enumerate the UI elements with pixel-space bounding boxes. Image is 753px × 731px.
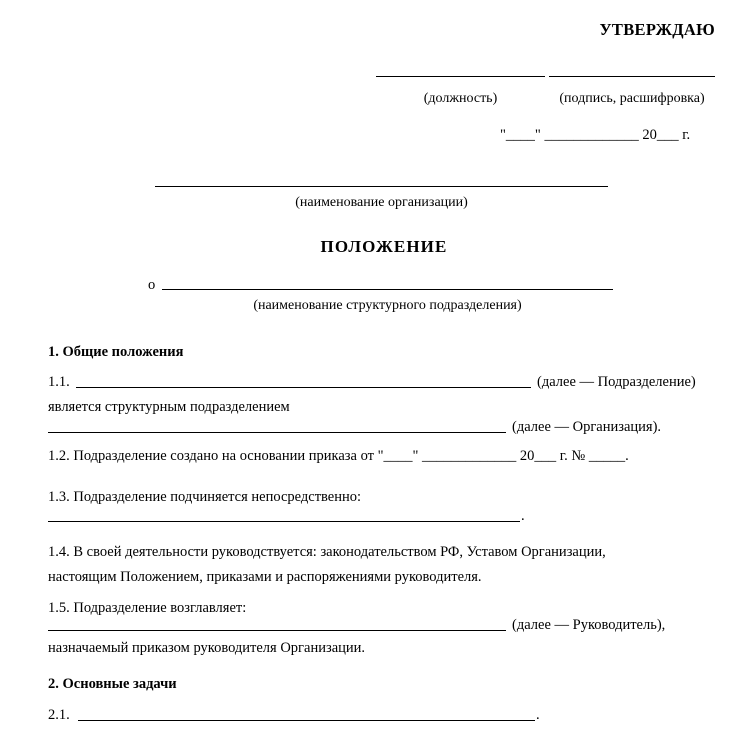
section-heading-1: 1. Общие положения bbox=[48, 344, 184, 360]
clause-2-1-period: . bbox=[536, 707, 540, 723]
signature-name-rule bbox=[549, 76, 715, 77]
clause-1-5-line1: 1.5. Подразделение возглавляет: bbox=[48, 600, 247, 616]
organization-caption: (наименование организации) bbox=[295, 195, 468, 210]
clause-1-4-line1: 1.4. В своей деятельности руководствуется: законодательством РФ, Уставом Организации, bbox=[48, 544, 606, 560]
position-signature-rule bbox=[376, 76, 545, 77]
organization-name-rule bbox=[155, 186, 608, 187]
clause-2-1-blank-rule bbox=[78, 720, 535, 721]
clause-1-2: 1.2. Подразделение создано на основании приказа от "____" _____________ 20___ г. № _____. bbox=[48, 448, 629, 464]
approval-date-line: "____" _____________ 20___ г. bbox=[500, 127, 691, 143]
position-caption: (должность) bbox=[423, 91, 498, 106]
clause-1-1-org-blank-rule bbox=[48, 432, 506, 433]
clause-1-1-line2: является структурным подразделением bbox=[48, 399, 290, 415]
subdivision-name-rule bbox=[162, 289, 613, 290]
page-title: ПОЛОЖЕНИЕ bbox=[320, 237, 448, 256]
clause-1-3-blank-rule bbox=[48, 521, 520, 522]
clause-1-4-line2: настоящим Положением, приказами и распоряжениями руководителя. bbox=[48, 569, 482, 585]
clause-1-3: 1.3. Подразделение подчиняется непосредственно: bbox=[48, 489, 362, 505]
clause-2-1-number: 2.1. bbox=[48, 707, 70, 723]
clause-1-1-number: 1.1. bbox=[48, 374, 70, 390]
subdivision-caption: (наименование структурного подразделения) bbox=[253, 298, 522, 313]
approval-heading: УТВЕРЖДАЮ bbox=[599, 20, 715, 39]
clause-1-1-tail: (далее — Подразделение) bbox=[537, 374, 696, 390]
clause-1-1-org-tail: (далее — Организация). bbox=[512, 419, 662, 435]
signature-caption: (подпись, расшифровка) bbox=[559, 91, 705, 106]
clause-1-5-tail: (далее — Руководитель), bbox=[512, 617, 666, 633]
subdivision-preposition: о bbox=[148, 277, 156, 293]
clause-1-5-blank-rule bbox=[48, 630, 506, 631]
clause-1-3-period: . bbox=[521, 508, 525, 524]
clause-1-5-line3: назначаемый приказом руководителя Организации. bbox=[48, 640, 366, 656]
section-heading-2: 2. Основные задачи bbox=[48, 676, 177, 692]
clause-1-1-blank-rule bbox=[76, 387, 531, 388]
